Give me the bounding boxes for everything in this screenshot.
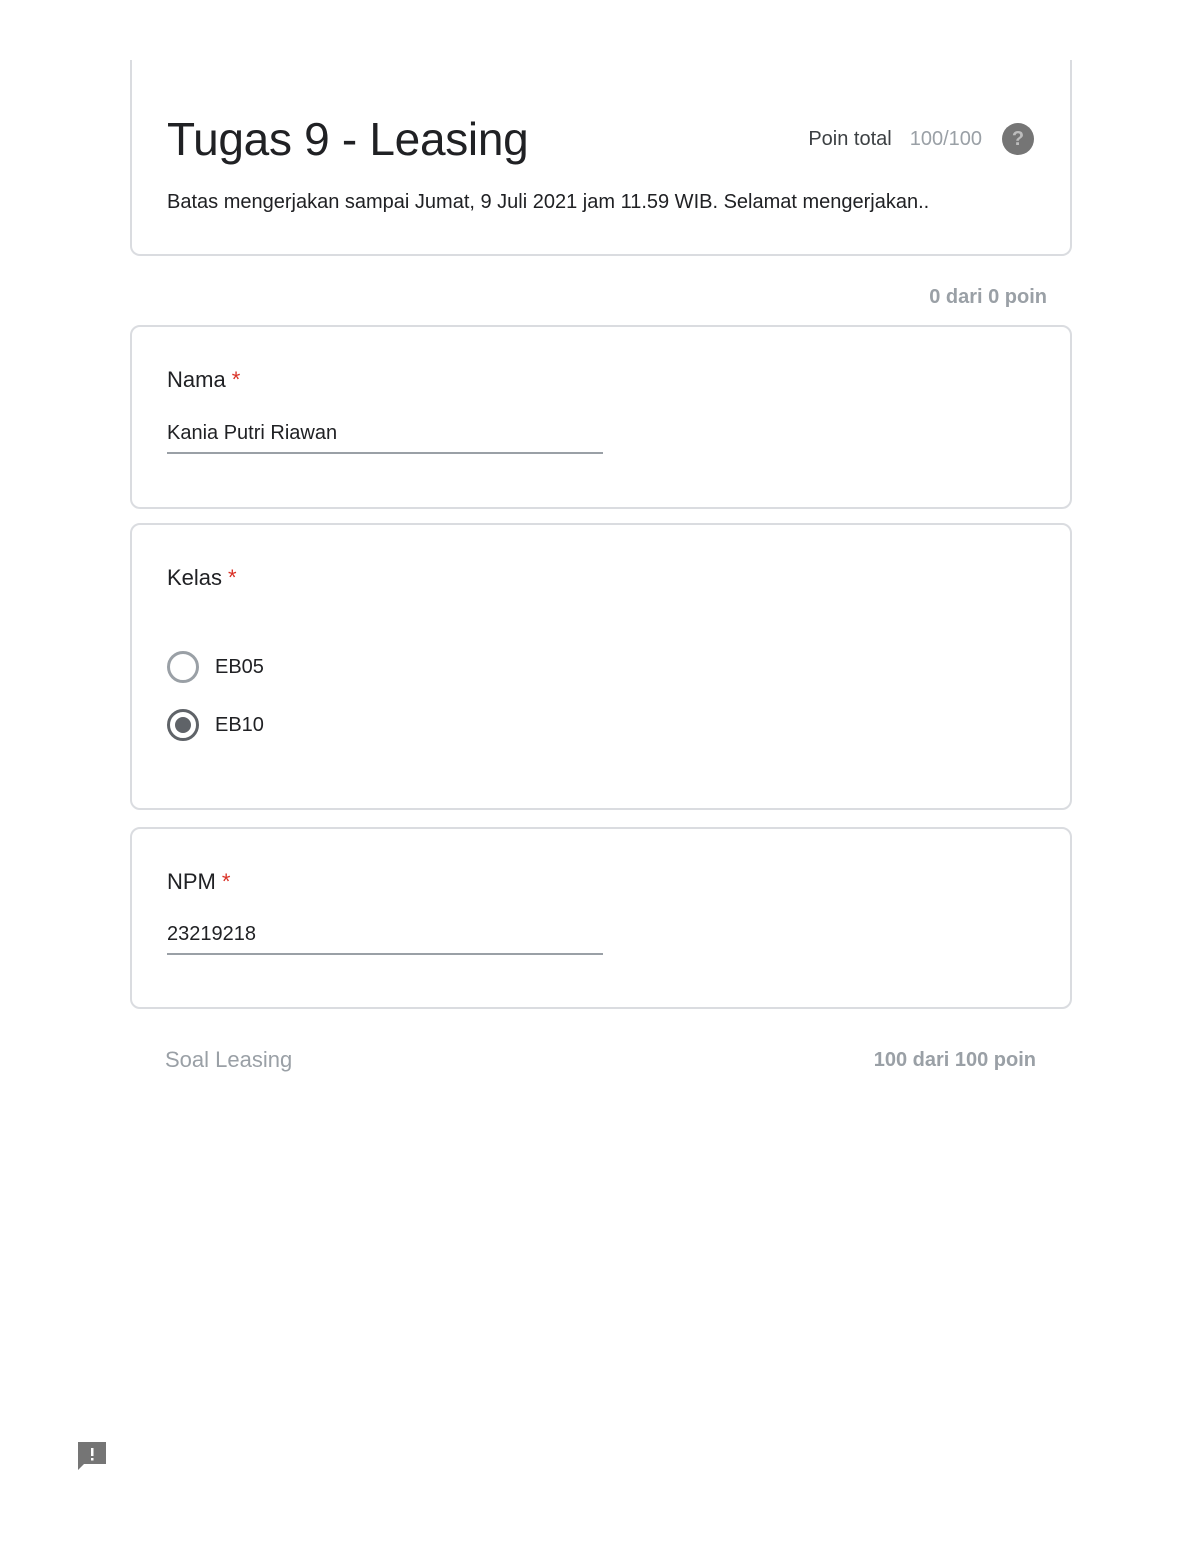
form-description: Batas mengerjakan sampai Jumat, 9 Juli 2021 jam 11.59 WIB. Selamat mengerjakan.. — [167, 191, 930, 213]
section-score: 100 dari 100 poin — [873, 1049, 1036, 1071]
report-feedback-icon[interactable] — [76, 1440, 108, 1472]
question-label: Kelas — [167, 565, 223, 590]
required-asterisk: * — [221, 869, 231, 894]
section-score: 0 dari 0 poin — [929, 286, 1047, 308]
question-title-nama — [167, 367, 240, 393]
points-total-label: Poin total — [808, 127, 892, 150]
question-card-kelas — [130, 523, 1072, 810]
question-card-nama — [130, 325, 1072, 509]
form-header-card — [130, 60, 1072, 256]
radio-option-eb10[interactable] — [167, 709, 264, 741]
question-label: NPM — [167, 869, 216, 894]
radio-option-label: EB05 — [215, 655, 264, 678]
npm-answer-field[interactable]: 23219218 — [167, 923, 603, 955]
question-label: Nama — [167, 367, 226, 392]
nama-answer-field[interactable]: Kania Putri Riawan — [167, 422, 603, 454]
section-title: Soal Leasing — [165, 1047, 293, 1072]
required-asterisk: * — [228, 565, 237, 590]
radio-button-unchecked[interactable] — [167, 651, 199, 683]
radio-button-checked[interactable] — [167, 709, 199, 741]
required-asterisk: * — [231, 367, 241, 392]
help-icon[interactable]: ? — [1002, 123, 1034, 155]
radio-option-label: EB10 — [215, 713, 264, 736]
points-total-value: 100/100 — [909, 127, 982, 150]
points-total — [808, 123, 1034, 155]
question-title-npm — [167, 869, 230, 895]
question-title-kelas — [167, 565, 237, 591]
question-card-npm — [130, 827, 1072, 1009]
radio-option-eb05[interactable] — [167, 651, 264, 683]
form-title: Tugas 9 - Leasing — [167, 113, 529, 165]
